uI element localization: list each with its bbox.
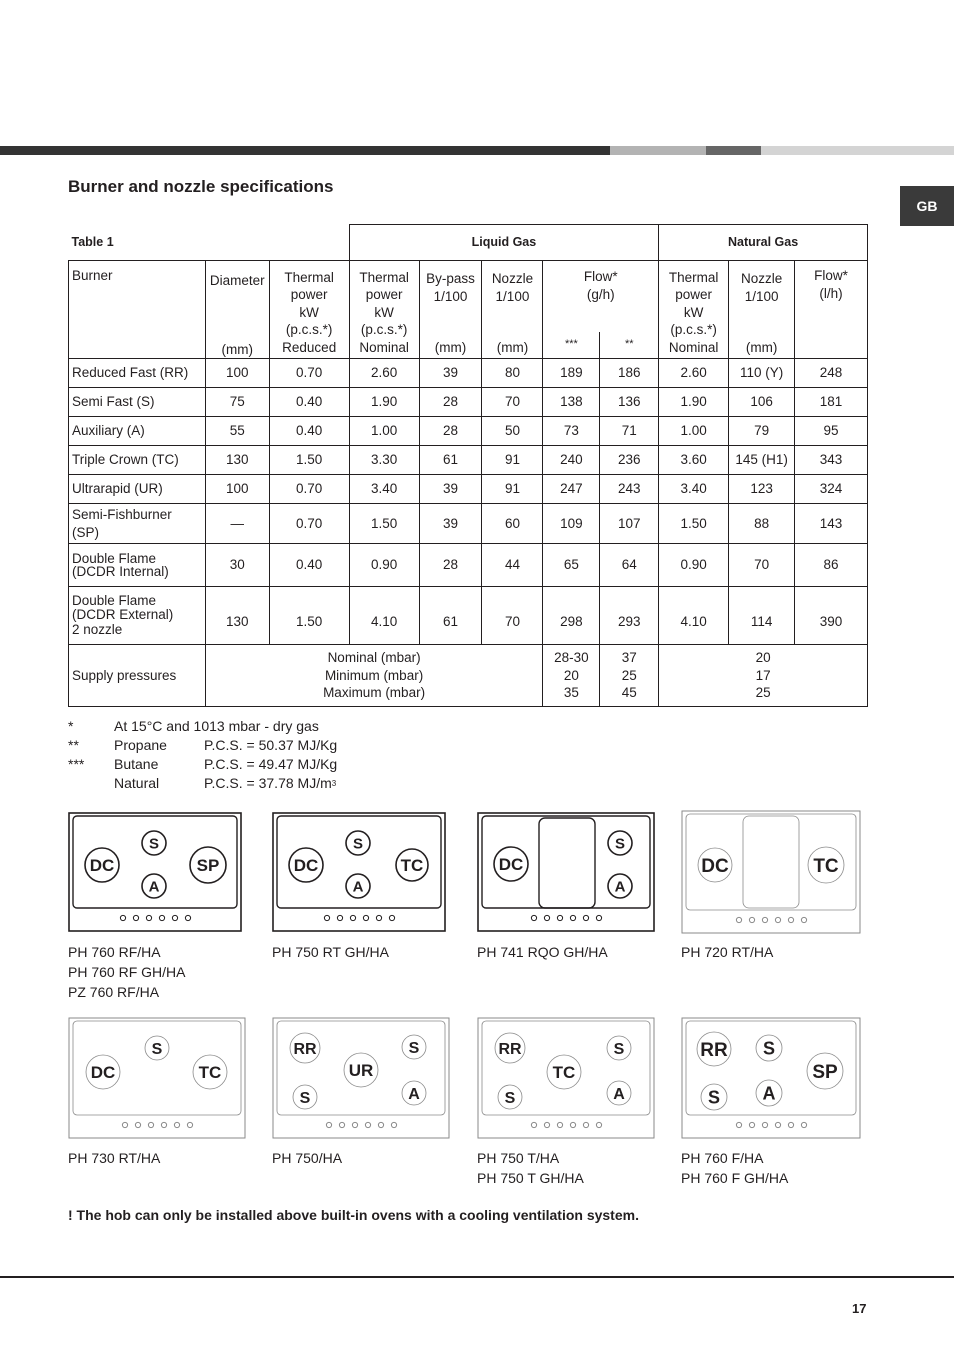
- hob-caption-1: PH 760 RF/HA PH 760 RF GH/HA PZ 760 RF/HA: [68, 944, 186, 1000]
- hob-drawing: [681, 1017, 861, 1139]
- flow-sub-propane: **: [624, 338, 634, 351]
- burner-label: DC: [90, 1063, 116, 1083]
- hob-drawing: [272, 1017, 450, 1139]
- hob-drawing: [477, 812, 655, 932]
- hob-caption-6: PH 750/HA: [272, 1150, 343, 1166]
- col-ng-flow: Flow* (l/h): [795, 261, 868, 359]
- col-nozzle: Nozzle 1/100 (mm): [482, 261, 543, 359]
- burner-label: A: [762, 1083, 776, 1104]
- hob-drawing: [272, 812, 446, 932]
- col-bypass: By-pass 1/100 (mm): [419, 261, 482, 359]
- burner-label: DC: [89, 856, 115, 876]
- burner-label: A: [408, 1085, 420, 1103]
- burner-spec-table: [68, 224, 868, 707]
- table-row: Semi-Fishburner (SP) — 0.70 1.50 39 60 109 107 1.50 88 143: [69, 504, 868, 544]
- table-row: Double Flame (DCDR Internal) 30 0.40 0.90 28 44 65 64 0.90 70 86: [69, 544, 868, 587]
- supply-pressures-row: Supply pressures Nominal (mbar) Minimum (mbar) Maximum (mbar) 28-30 20 35 37 25 45 20 17 25: [69, 645, 868, 707]
- table-row: Triple Crown (TC) 130 1.50 3.30 61 91 240 236 3.60 145 (H1) 343: [69, 446, 868, 475]
- supply-butane: 28-30 20 35: [543, 645, 600, 707]
- header-bar: [0, 146, 954, 155]
- burner-label: S: [352, 835, 364, 853]
- supply-propane: 37 25 45: [600, 645, 659, 707]
- header-bar-light: [610, 146, 706, 155]
- installation-warning: ! The hob can only be installed above built-in ovens with a cooling ventilation system.: [68, 1207, 639, 1223]
- hob-diagram: [477, 1017, 655, 1139]
- burner-label: S: [148, 835, 160, 853]
- group-liquid-gas: Liquid Gas: [349, 225, 659, 261]
- burner-label: S: [614, 835, 626, 853]
- header-bar-dark: [0, 146, 610, 155]
- burner-label: S: [613, 1040, 625, 1058]
- hob-diagram: [272, 812, 446, 932]
- col-flow-gh: Flow* (g/h) *** **: [543, 261, 659, 359]
- hob-caption-5: PH 730 RT/HA: [68, 1150, 161, 1166]
- group-natural-gas: Natural Gas: [659, 225, 868, 261]
- burner-label: S: [151, 1040, 163, 1058]
- burner-label: DC: [498, 855, 524, 875]
- burner-label: A: [352, 878, 364, 896]
- burner-label: RR: [293, 1040, 317, 1058]
- burner-label: S: [504, 1089, 516, 1107]
- hob-drawing: [68, 812, 242, 932]
- table-row: Ultrarapid (UR) 100 0.70 3.40 39 91 247 243 3.40 123 324: [69, 475, 868, 504]
- col-thermal-reduced: Thermal power kW (p.c.s.*) Reduced: [269, 261, 349, 359]
- col-ng-thermal: Thermal power kW (p.c.s.*) Nominal: [659, 261, 729, 359]
- col-burner: Burner: [69, 261, 206, 359]
- hob-diagram: [477, 812, 655, 932]
- hob-caption-7: PH 750 T/HA PH 750 T GH/HA: [477, 1150, 584, 1186]
- burner-label: A: [614, 878, 626, 896]
- burner-label: A: [148, 878, 160, 896]
- burner-label: A: [613, 1085, 625, 1103]
- header-bar-mid: [706, 146, 761, 155]
- burner-label: S: [707, 1087, 721, 1108]
- footer-rule: [0, 1276, 954, 1278]
- table-row: Auxiliary (A) 55 0.40 1.00 28 50 73 71 1.00 79 95: [69, 417, 868, 446]
- burner-label: RR: [700, 1039, 728, 1061]
- header-bar-pale: [761, 146, 954, 155]
- burner-label: TC: [400, 856, 424, 876]
- table-row: Semi Fast (S) 75 0.40 1.90 28 70 138 136 1.90 106 181: [69, 388, 868, 417]
- footnotes: * At 15°C and 1013 mbar - dry gas ** Propane P.C.S. = 50.37 MJ/Kg *** Butane P.C.S. = 49.47 MJ/Kg Natural P.C.S. = 37.78 MJ/m 3: [68, 718, 338, 791]
- burner-label: S: [408, 1039, 420, 1057]
- hob-caption-2: PH 750 RT GH/HA: [272, 944, 389, 960]
- supply-natural: 20 17 25: [659, 645, 868, 707]
- section-title: Burner and nozzle specifications: [68, 177, 334, 196]
- page-number: 17: [852, 1301, 867, 1316]
- burner-label: TC: [813, 855, 839, 877]
- burner-label: TC: [552, 1063, 576, 1083]
- hob-diagram: [272, 1017, 450, 1139]
- language-tab: GB: [900, 186, 954, 226]
- hob-diagram: [681, 810, 861, 934]
- burner-label: S: [299, 1089, 311, 1107]
- burner-label: SP: [812, 1061, 838, 1083]
- burner-label: DC: [293, 856, 319, 876]
- hob-caption-3: PH 741 RQO GH/HA: [477, 944, 608, 960]
- burner-label: TC: [198, 1063, 222, 1083]
- col-thermal-nominal: Thermal power kW (p.c.s.*) Nominal: [349, 261, 419, 359]
- burner-label: S: [762, 1038, 776, 1059]
- flow-sub-butane: ***: [543, 332, 600, 358]
- burner-label: UR: [348, 1061, 374, 1081]
- hob-drawing: [477, 1017, 655, 1139]
- supply-names: Nominal (mbar) Minimum (mbar) Maximum (mbar): [205, 645, 543, 707]
- hob-diagram: [681, 1017, 861, 1139]
- table-row: Reduced Fast (RR) 100 0.70 2.60 39 80 189 186 2.60 110 (Y) 248: [69, 359, 868, 388]
- table-caption: Table 1: [69, 225, 350, 261]
- hob-caption-8: PH 760 F/HA PH 760 F GH/HA: [681, 1150, 789, 1186]
- col-ng-nozzle: Nozzle 1/100 (mm): [729, 261, 795, 359]
- hob-diagram: [68, 812, 242, 932]
- hob-diagram: [68, 1017, 246, 1139]
- col-diameter: Diameter (mm): [205, 261, 269, 359]
- burner-label: SP: [196, 856, 220, 876]
- hob-drawing: [68, 1017, 246, 1139]
- burner-label: RR: [498, 1040, 522, 1058]
- hob-drawing: [681, 810, 861, 934]
- hob-caption-4: PH 720 RT/HA: [681, 944, 774, 960]
- burner-label: DC: [701, 855, 729, 877]
- table-row: Double Flame (DCDR External) 2 nozzle 130 1.50 4.10 61 70 298 293 4.10 114 390: [69, 587, 868, 645]
